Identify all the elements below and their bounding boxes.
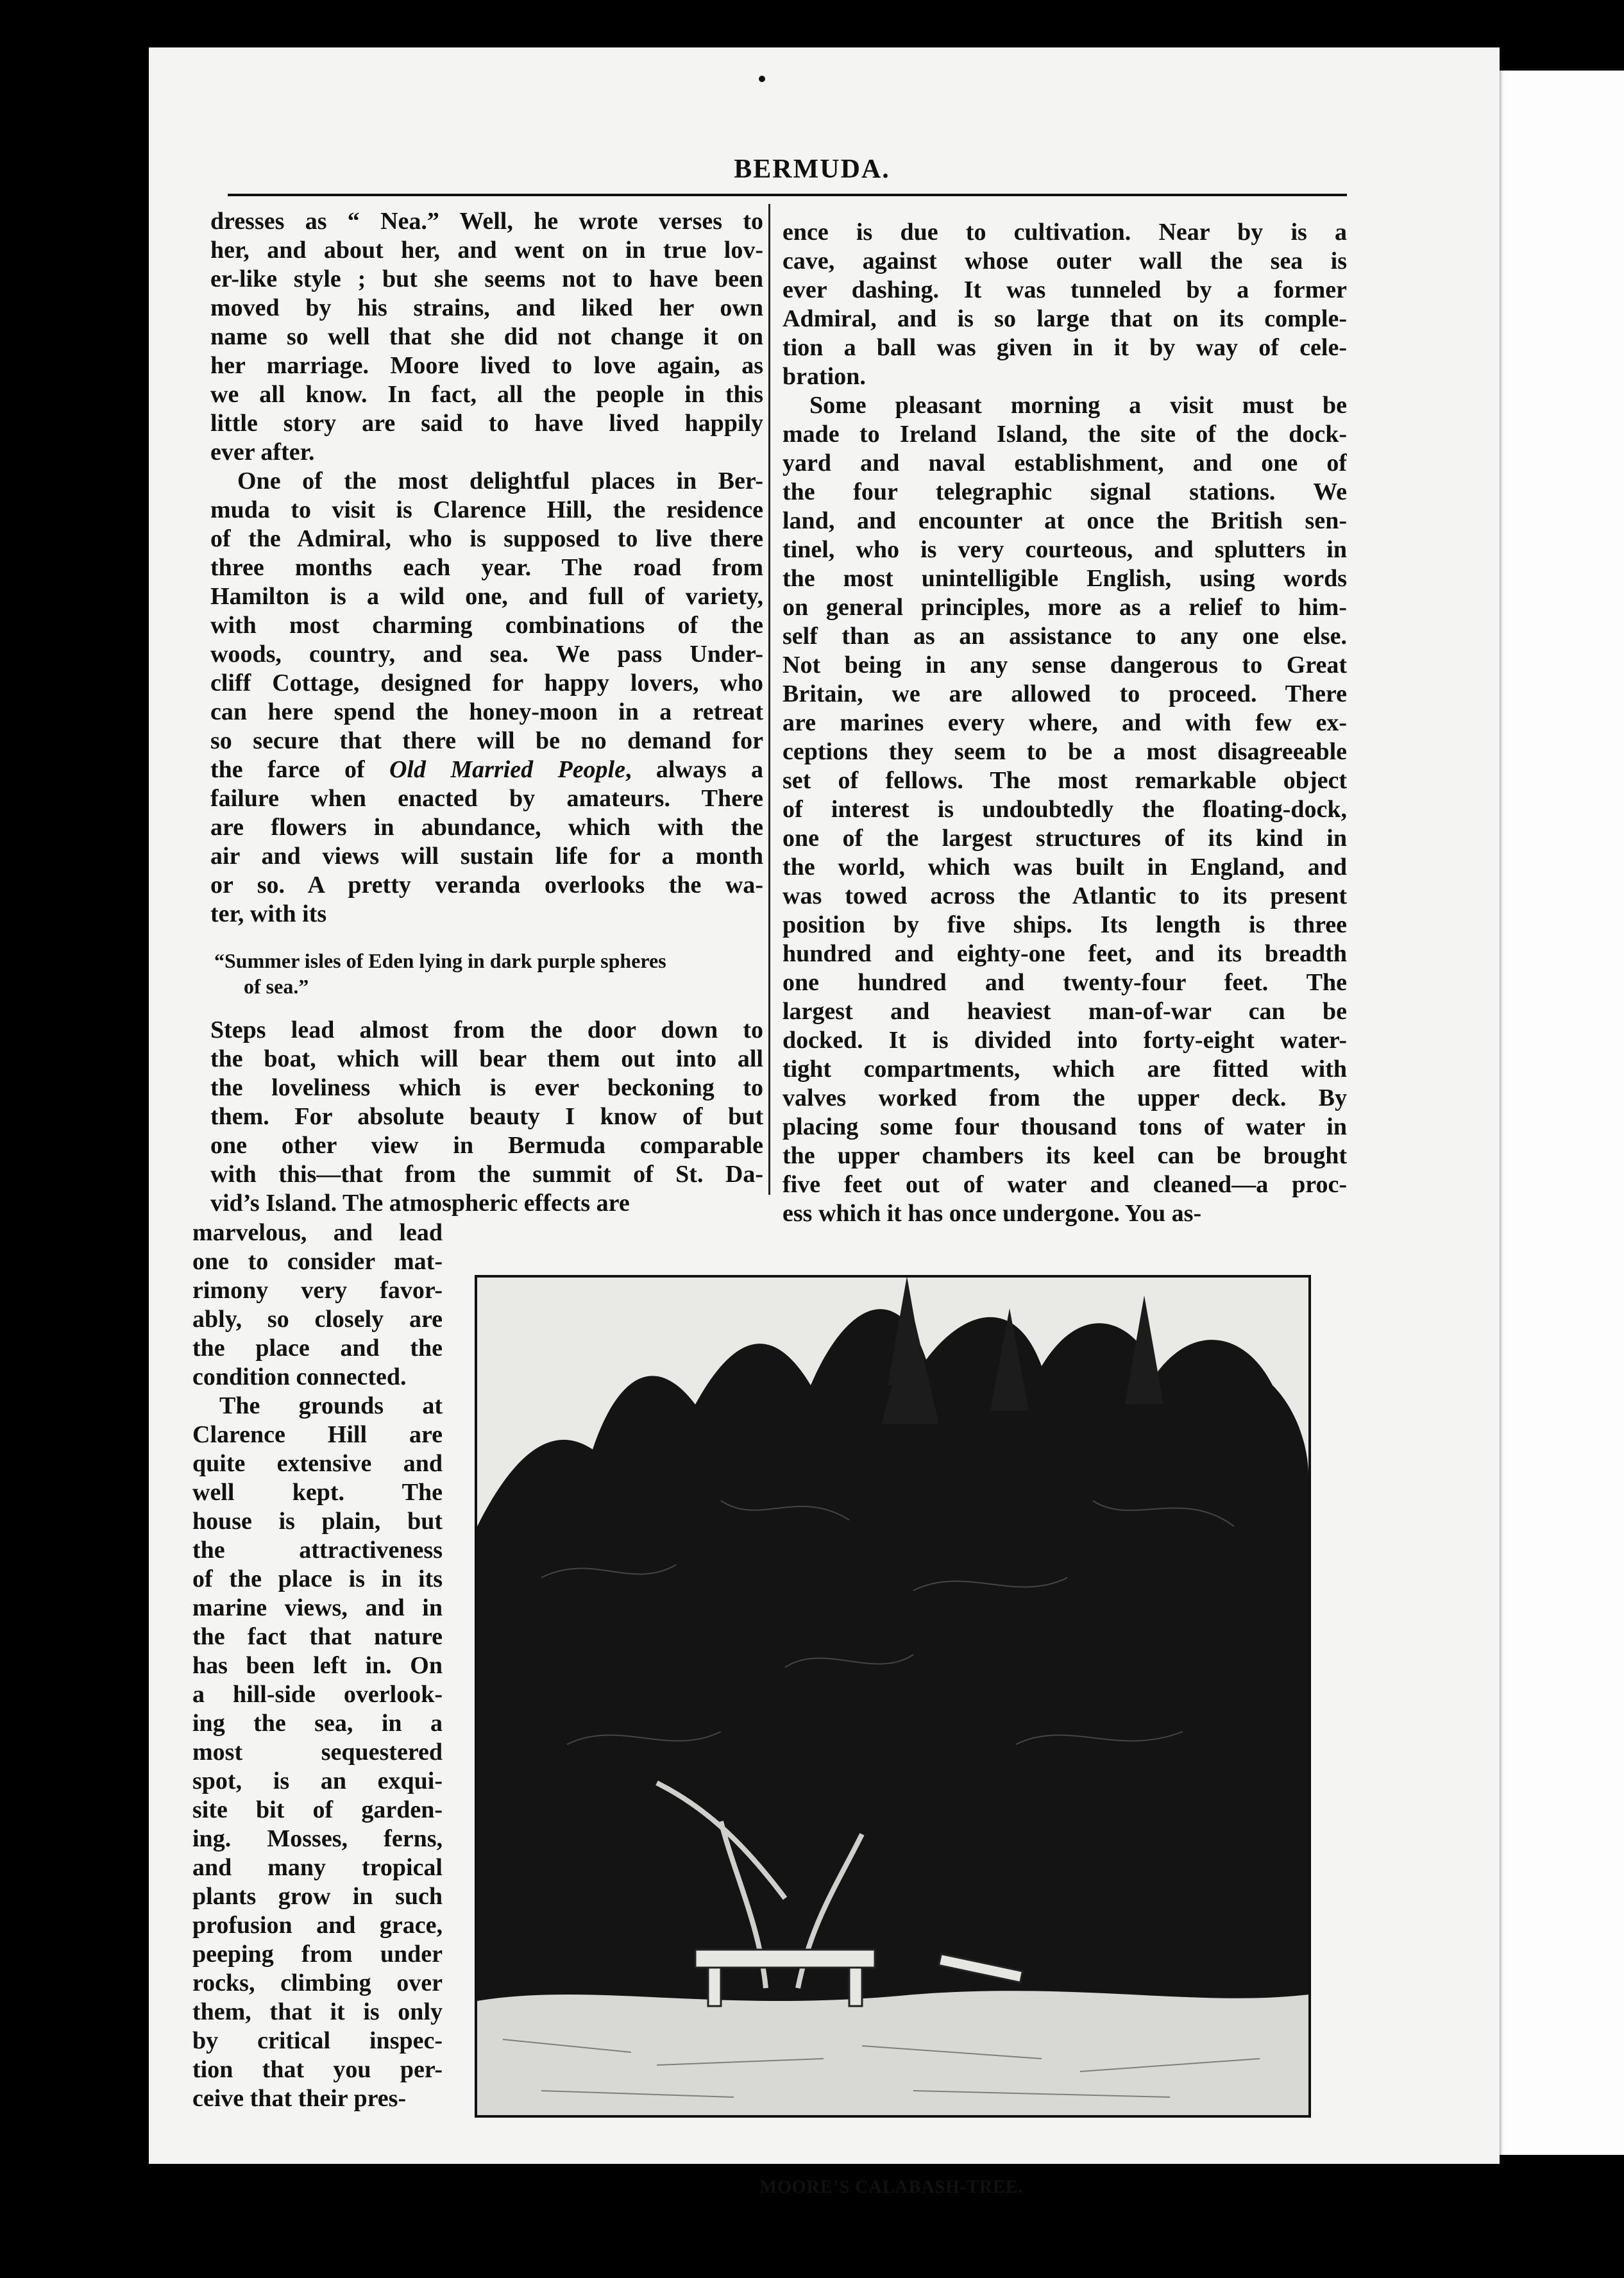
text-line: plants grow in such <box>192 1883 443 1910</box>
text-line: tion a ball was given in it by way of cele- <box>782 334 1347 361</box>
text-line: tion that you per- <box>192 2056 443 2083</box>
text-line: five feet out of water and cleaned—a proc- <box>782 1171 1347 1198</box>
text-line: the loveliness which is ever beckoning to <box>210 1074 763 1101</box>
paragraph-nea <box>210 207 763 467</box>
text-line: cave, against whose outer wall the sea is <box>782 248 1347 274</box>
column-rule <box>768 204 770 1195</box>
running-title: BERMUDA. <box>734 155 890 184</box>
text-line: largest and heaviest man-of-war can be <box>782 998 1347 1025</box>
text-line: vid’s Island. The atmospheric effects are <box>210 1190 630 1217</box>
text-line: one hundred and twenty-four feet. The <box>782 969 1347 996</box>
text-line: profusion and grace, <box>192 1912 443 1939</box>
text-line: quite extensive and <box>192 1450 443 1477</box>
text-line: failure when enacted by amateurs. There <box>210 785 763 812</box>
narrow-column-text <box>192 1219 443 2113</box>
text-line: was towed across the Atlantic to its present <box>782 882 1347 909</box>
text-line: docked. It is divided into forty-eight water- <box>782 1027 1347 1054</box>
text-line: marine views, and in <box>192 1594 443 1621</box>
paragraph-cave <box>782 218 1347 391</box>
text-line: well kept. The <box>192 1479 443 1506</box>
text-line: name so well that she did not change it on <box>210 323 763 350</box>
paragraph-steps <box>210 1016 763 1218</box>
text-line: Some pleasant morning a visit must be <box>809 392 1347 419</box>
text-line: the upper chambers its keel can be brought <box>782 1142 1347 1169</box>
paragraph-grounds <box>192 1392 443 2113</box>
epigraph-quote <box>210 948 763 999</box>
text-line: ceive that their pres- <box>192 2085 407 2112</box>
text-line: little story are said to have lived happily <box>210 410 763 437</box>
text-line: or so. A pretty veranda overlooks the wa- <box>210 872 763 899</box>
text-line: made to Ireland Island, the site of the dock- <box>782 421 1347 448</box>
text-line: condition connected. <box>192 1363 407 1390</box>
text-line: house is plain, but <box>192 1508 443 1535</box>
text-line: the world, which was built in England, and <box>782 854 1347 881</box>
text-line: by critical inspec- <box>192 2027 443 2054</box>
text-line: Clarence Hill are <box>192 1421 443 1448</box>
quote-line-2: of sea.” <box>244 975 309 998</box>
text-line: ence is due to cultivation. Near by is a <box>782 219 1347 246</box>
text-line: and many tropical <box>192 1854 443 1881</box>
text-line: ever after. <box>210 439 315 466</box>
text-line: spot, is an exqui- <box>192 1768 443 1794</box>
text-line: peeping from under <box>192 1941 443 1968</box>
text-line: bration. <box>782 363 866 390</box>
text-line: are marines every where, and with few ex- <box>782 709 1347 736</box>
text-line: yard and naval establishment, and one of <box>782 450 1347 477</box>
text-line: The grounds at <box>219 1392 443 1419</box>
text-line: rocks, climbing over <box>192 1970 443 1996</box>
text-line: them, that it is only <box>192 1998 443 2025</box>
text-line: ing. Mosses, ferns, <box>192 1825 443 1852</box>
text-line: the four telegraphic signal stations. We <box>782 478 1347 505</box>
left-column-text <box>210 207 763 1218</box>
text-line: land, and encounter at once the British sen- <box>782 507 1347 534</box>
paragraph-clarence-hill <box>210 467 763 929</box>
text-line: air and views will sustain life for a month <box>210 843 763 870</box>
header-rule <box>228 194 1347 196</box>
text-line: er-like style ; but she seems not to have been <box>210 266 763 292</box>
text-line: three months each year. The road from <box>210 554 763 581</box>
text-line: moved by his strains, and liked her own <box>210 294 763 321</box>
text-line: muda to visit is Clarence Hill, the residence <box>210 496 763 523</box>
text-line: can here spend the honey-moon in a retreat <box>210 698 763 725</box>
text-line: tinel, who is very courteous, and splutters in <box>782 536 1347 563</box>
text-line: ing the sea, in a <box>192 1710 443 1737</box>
text-line: one other view in Bermuda comparable <box>210 1132 763 1159</box>
text-line: Britain, we are allowed to proceed. There <box>782 680 1347 707</box>
text-line: so secure that there will be no demand for <box>210 727 763 754</box>
text-line: her marriage. Moore lived to love again, as <box>210 352 763 379</box>
text-line: valves worked from the upper deck. By <box>782 1084 1347 1111</box>
text-line: one of the largest structures of its kind in <box>782 825 1347 852</box>
quote-line-1: “Summer isles of Eden lying in dark purple spheres <box>214 949 666 972</box>
text-line: most sequestered <box>192 1739 443 1766</box>
calabash-tree-engraving <box>464 1257 1319 2142</box>
illustration-caption: MOORE’S CALABASH-TREE. <box>759 2177 1024 2197</box>
text-line: the fact that nature <box>192 1623 443 1650</box>
paragraph-marvelous <box>192 1219 443 1392</box>
text-line: Admiral, and is so large that on its comple- <box>782 305 1347 332</box>
right-column-text <box>782 218 1347 1228</box>
text-line: has been left in. On <box>192 1652 443 1679</box>
text-line: the boat, which will bear them out into all <box>210 1045 763 1072</box>
text-line: her, and about her, and went on in true lov- <box>210 237 763 264</box>
paragraph-ireland-island <box>782 391 1347 1228</box>
text-line: rimony very favor- <box>192 1277 443 1304</box>
text-line: the most unintelligible English, using words <box>782 565 1347 592</box>
text-line: on general principles, more as a relief to him- <box>782 594 1347 621</box>
text-line: the attractiveness <box>192 1537 443 1564</box>
text-line: dresses as “ Nea.” Well, he wrote verses to <box>210 208 763 235</box>
text-line: ter, with its <box>210 900 327 927</box>
text-line: we all know. In fact, all the people in this <box>210 381 763 408</box>
text-line: are flowers in abundance, which with the <box>210 814 763 841</box>
text-line: set of fellows. The most remarkable object <box>782 767 1347 794</box>
text-line: a hill-side overlook- <box>192 1681 443 1708</box>
text-line: of the Admiral, who is supposed to live there <box>210 525 763 552</box>
text-line: One of the most delightful places in Ber- <box>237 468 763 494</box>
text-line: them. For absolute beauty I know of but <box>210 1103 763 1130</box>
text-line: site bit of garden- <box>192 1796 443 1823</box>
text-line: with this—that from the summit of St. Da- <box>210 1161 763 1188</box>
text-line: Hamilton is a wild one, and full of variety, <box>210 583 763 610</box>
text-line: with most charming combinations of the <box>210 612 763 639</box>
text-line: hundred and eighty-one feet, and its breadth <box>782 940 1347 967</box>
text-line: woods, country, and sea. We pass Under- <box>210 641 763 668</box>
text-line: Steps lead almost from the door down to <box>210 1017 763 1043</box>
text-line: ably, so closely are <box>192 1306 443 1333</box>
text-line: the place and the <box>192 1335 443 1362</box>
text-line: of the place is in its <box>192 1565 443 1592</box>
text-line: cliff Cottage, designed for happy lovers, who <box>210 670 763 696</box>
text-line: of interest is undoubtedly the floating-dock, <box>782 796 1347 823</box>
text-line: self than as an assistance to any one else. <box>782 623 1347 650</box>
text-line: ever dashing. It was tunneled by a former <box>782 276 1347 303</box>
text-line: marvelous, and lead <box>192 1219 443 1246</box>
page-speck <box>759 76 765 82</box>
text-line: placing some four thousand tons of water in <box>782 1113 1347 1140</box>
text-line: ess which it has once undergone. You as- <box>782 1200 1202 1227</box>
text-line: the farce of Old Married People, always a <box>210 756 763 783</box>
text-line: Not being in any sense dangerous to Great <box>782 652 1347 679</box>
text-line: tight compartments, which are fitted with <box>782 1056 1347 1083</box>
text-line: one to consider mat- <box>192 1248 443 1275</box>
text-line: ceptions they seem to be a most disagreeable <box>782 738 1347 765</box>
text-line: position by five ships. Its length is three <box>782 911 1347 938</box>
